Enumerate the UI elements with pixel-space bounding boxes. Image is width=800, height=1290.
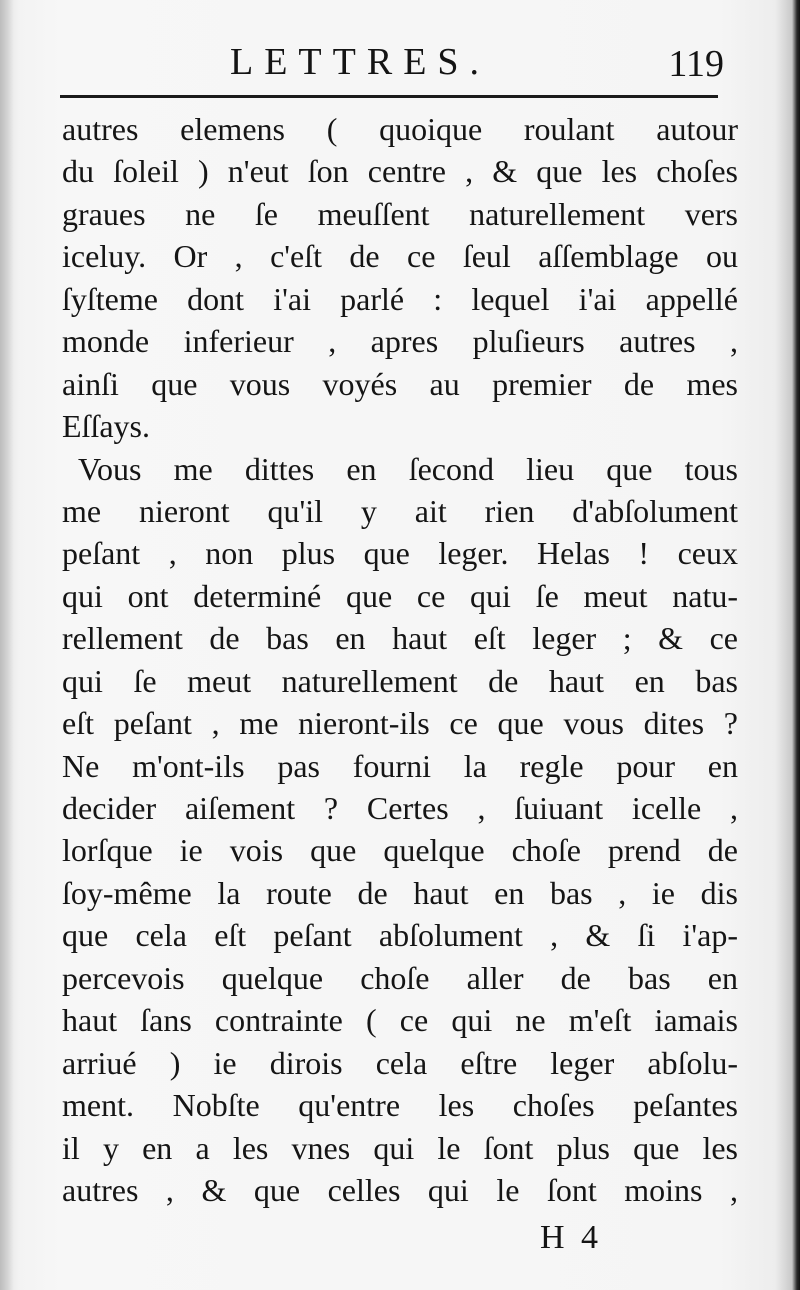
text-line: graues ne ſe meuſſent naturellement vers	[62, 195, 738, 232]
text-line: ainſi que vous voyés au premier de mes	[62, 365, 738, 402]
text-line: qui ſe meut naturellement de haut en bas	[62, 662, 738, 699]
signature-mark: H 4	[540, 1219, 603, 1256]
text-line: ſoy-même la route de haut en bas , ie dis	[62, 874, 738, 911]
running-title: LETTRES.	[230, 41, 491, 83]
text-line: du ſoleil ) n'eut ſon centre , & que les choſes	[62, 153, 738, 190]
text-line: arriué ) ie dirois cela eſtre leger abſolu-	[62, 1044, 738, 1081]
page-number: 119	[668, 43, 724, 85]
text-line: peſant , non plus que leger. Helas ! ceux	[62, 535, 738, 572]
text-line: Ne m'ont-ils pas fourni la regle pour en	[62, 747, 738, 784]
text-line: autres elemens ( quoique roulant autour	[62, 111, 738, 147]
text-line: Eſſays.	[62, 408, 150, 445]
text-line: me nieront qu'il y ait rien d'abſolument	[62, 492, 738, 529]
text-line: que cela eſt peſant abſolument , & ſi i'ap-	[62, 917, 738, 954]
text-line: qui ont determiné que ce qui ſe meut natu-	[62, 577, 738, 614]
text-line: iceluy. Or , c'eſt de ce ſeul aſſemblage ou	[62, 238, 738, 275]
text-line: eſt peſant , me nieront-ils ce que vous dites ?	[62, 705, 738, 742]
text-line: autres , & que celles qui le ſont moins ,	[62, 1171, 738, 1208]
text-line: ſyſteme dont i'ai parlé : lequel i'ai appellé	[62, 280, 738, 317]
text-line: Vous me dittes en ſecond lieu que tous	[78, 450, 738, 487]
text-line: haut ſans contrainte ( ce qui ne m'eſt iamais	[62, 1002, 738, 1039]
text-line: decider aiſement ? Certes , ſuiuant icelle ,	[62, 790, 738, 826]
header-rule	[60, 95, 718, 98]
page-gutter-shadow	[0, 0, 14, 1290]
text-line: lorſque ie vois que quelque choſe prend de	[62, 832, 738, 869]
body-text	[62, 108, 738, 1211]
page-header	[62, 38, 730, 94]
text-line: ment. Nobſte qu'entre les choſes peſantes	[62, 1087, 738, 1124]
text-line: monde inferieur , apres pluſieurs autres ,	[62, 323, 738, 360]
text-line: percevois quelque choſe aller de bas en	[62, 959, 738, 996]
text-line: rellement de bas en haut eſt leger ; & ce	[62, 620, 738, 657]
text-line: il y en a les vnes qui le ſont plus que les	[62, 1129, 738, 1166]
